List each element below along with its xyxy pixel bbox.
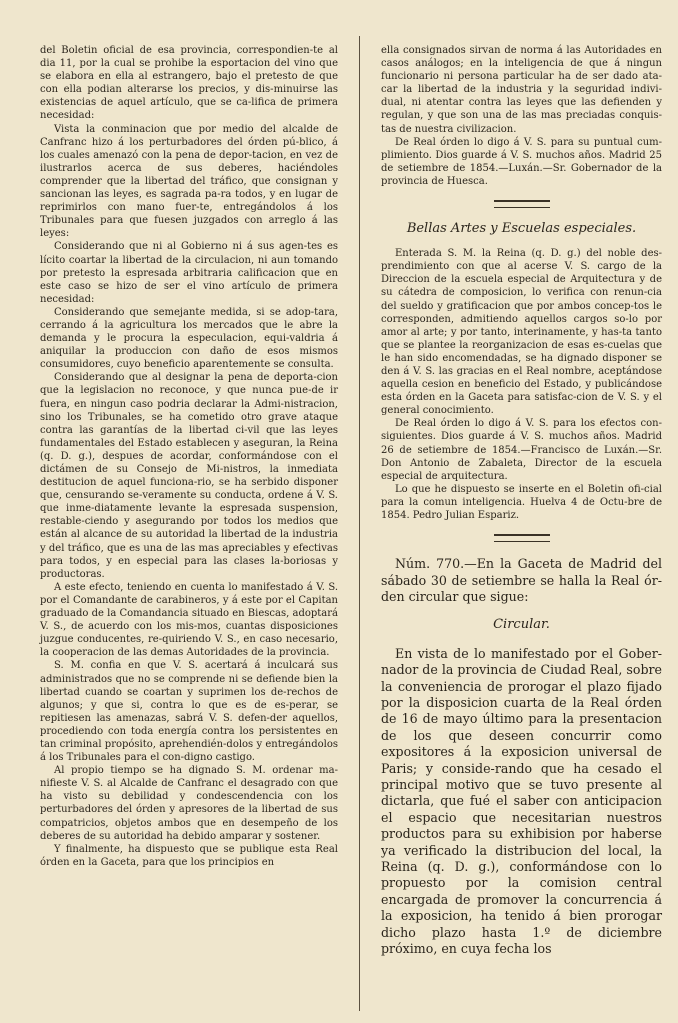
paragraph: Considerando que ni al Gobierno ni á sus agen-tes es lícito coartar la libertad de la circulacion, ni aun tomando por pretesto la espresada arbitraria calificacion que en este caso se hizo de ser el vino artículo de primera necesidad: [40, 241, 338, 305]
paragraph: A este efecto, teniendo en cuenta lo manifestado á V. S. por el Comandante de carabineros, y á este por el Capitan graduado de la Comandancia situado en Biescas, adoptará V. S., de acuerdo con los mis-mos, cuantas disposiciones juzgue conducentes, re-quiriendo V. S., en caso necesario, la cooperacion de las demas Autoridades de la provincia. [40, 581, 338, 659]
circular-paragraph: En vista de lo manifestado por el Gober-nador de la provincia de Ciudad Real, sobre la conveniencia de prorogar el plazo fijado por la disposicion cuarta de la Real órden de 16 de mayo último para la presentacion de los que deseen concurrir como expositores á la exposicion universal de Paris; y conside-rando que ha cesado el principal motivo que se tuvo presente al dictarla, que fué el saber con anticipacion el espacio que necesitarian nuestros productos para su exhibision por haberse ya verificado la distribucion del local, la Reina (q. D. g.), conformándose con lo propuesto por la comision central encargada de promover la concurrencia á la exposicion, ha tenido á bien prorogar dicho plazo hasta 1.º de diciembre próximo, en cuya fecha los [381, 645, 662, 957]
section-ornament [494, 534, 550, 542]
paragraph: Al propio tiempo se ha dignado S. M. ordenar ma-nifieste V. S. al Alcalde de Canfranc el desagrado con que ha visto su debilidad y condescendencia con los perturbadores del órden y apresores de la libertad de sus compatricios, objetos ambos que en desempeño de los deberes de su autoridad ha debido amparar y sostener. [40, 765, 338, 842]
section-ornament [494, 200, 550, 208]
paragraph: S. M. confia en que V. S. acertará á inculcará sus administrados que no se comprende ni se defiende bien la libertad cuando se coartan y suprimen los de-rechos de algunos; y que si, contra lo que es de es-perar, se repitiesen las amenazas, sabrá V. S. defen-der aquellos, procediendo con toda energía contra los persistentes en tan criminal propósito, aprehendién-dolos y entregándolos á los Tribunales para el con-digno castigo. [40, 660, 338, 764]
paragraph: Vista la conminacion que por medio del alcalde de Canfranc hizo á los perturbadores del órden pú-blico, á los cuales amenazó con la pena de depor-tacion, en vez de ilustrarlos acerca de sus deberes, haciéndoles comprender que la libertad del tráfico, que consignan y sancionan las leyes, es sagrada pa-ra todos, y en lugar de reprimirlos con mano fuer-te, entregándolos á los Tribunales para que fuesen juzgados con arreglo á las leyes: [40, 123, 338, 240]
circular-section [381, 556, 662, 957]
paragraph: ella consignados sirvan de norma á las Autoridades en casos análogos; en la inteligencia de que á ningun funcionario ni persona particular ha de ser dado ata-car la libertad de la industria y la seguridad indivi-dual, ni atentar contra las leyes que las defienden y regulan, y que son una de las mas preciadas conquis-tas de nuestra civilizacion. [381, 45, 662, 135]
paragraph: Enterada S. M. la Reina (q. D. g.) del noble des-prendimiento con que al acerse V. S. cargo de la Direccion de la escuela especial de Arquitectura y de su cátedra de composicion, lo verifica con renun-cia del sueldo y gratificacion que por ambos concep-tos le corresponden, admitiendo aquellos cargos so-lo por amor al arte; y por tanto, interinamente, y has-ta tanto que se plantee la reorganizacion de esas es-cuelas que le han sido encomendadas, se ha dignado disponer se den á V. S. las gracias en el Real nombre, aceptándose aquella cesion en beneficio del Estado, y publicándose esta órden en la Gaceta para satisfac-cion de V. S. y el general conocimiento. [381, 248, 662, 417]
column-divider [359, 36, 360, 1011]
left-column [40, 44, 338, 869]
paragraph: del Boletin oficial de esa provincia, correspondien-te al dia 11, por la cual se prohibe la esportacion del vino que se elabora en ella al estrangero, bajo el pretesto de que con ella podian alterarse los precios, y dis-minuirse las existencias de aquel artículo, que se ca-lifica de primera necesidad: [40, 45, 338, 122]
paragraph: Lo que he dispuesto se inserte en el Boletin ofi-cial para la comun inteligencia. Huelva 4 de Octu-bre de 1854. Pedro Julian Espariz. [381, 483, 662, 521]
paragraph: De Real órden lo digo á V. S. para los efectos con-siguientes. Dios guarde á V. S. muchos años. Madrid 26 de setiembre de 1854.—Francisco de Luxán.—Sr. Don Antonio de Zabaleta, Director de la escuela especial de arquitectura. [381, 418, 662, 482]
circular-title: Circular. [493, 617, 550, 633]
numbered-notice: Núm. 770.—En la Gaceta de Madrid del sábado 30 de setiembre se halla la Real ór-den circular que sigue: [381, 556, 662, 604]
paragraph: Y finalmente, ha dispuesto que se publique esta Real órden en la Gaceta, para que los principios en [40, 843, 338, 868]
paragraph: Considerando que al designar la pena de deporta-cion que la legislacion no reconoce, y que nunca pue-de ir fuera, en ningun caso podria declarar la Admi-nistracion, sino los Tribunales, se ha cometido otro grave ataque contra las garantías de la libertad ci-vil que las leyes fundamentales del Estado establecen y aseguran, la Reina (q. D. g.), despues de acordar, conformándose con el dictámen de su Consejo de Mi-nistros, la inmediata destitucion de aquel funciona-rio, se ha serbido disponer que, censurando se-veramente su conducta, ordene á V. S. que inme-diatamente levante la espresada suspension, restable-ciendo y asegurando por todos los medios que están al alcance de su autoridad la libertad de la industria y del tráfico, que es una de las mas apreciables y efectivas para todos, y en especial para las clases la-boriosas y productoras. [40, 372, 338, 580]
paragraph: Considerando que semejante medida, si se adop-tara, cerrando á la agricultura los mercados que le abre la demanda y le procura la especulacion, equi-valdria á aniquilar la produccion con daño de esos mismos consumidores, cuyo beneficio aparentemente se consulta. [40, 306, 338, 371]
right-column [381, 44, 662, 957]
signature-paragraph: De Real órden lo digo á V. S. para su puntual cum-plimiento. Dios guarde á V. S. muchos años. Madrid 25 de setiembre de 1854.—Luxán.—Sr. Gobernador de la provincia de Huesca. [381, 136, 662, 187]
section-title: Bellas Artes y Escuelas especiales. [406, 221, 637, 237]
